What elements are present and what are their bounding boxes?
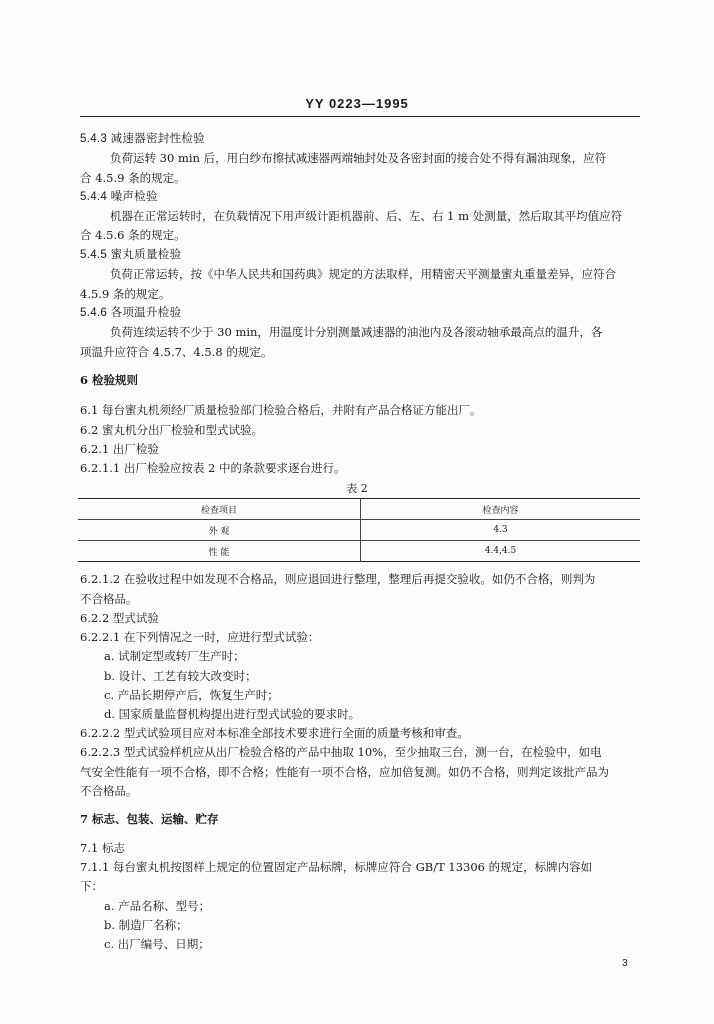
paragraph-line: 下： xyxy=(80,879,103,893)
section-heading-7: 7 标志、包装、运输、贮存 xyxy=(80,812,219,826)
heading-5-4-4: 5.4.4 噪声检验 xyxy=(80,191,158,203)
paragraph-line: 不合格品。 xyxy=(80,784,138,798)
list-item: c. 出厂编号、日期； xyxy=(104,937,210,951)
table-cell-item: 性 能 xyxy=(78,541,361,562)
table-cell-item: 外 观 xyxy=(78,520,361,541)
list-item: b. 设计、工艺有较大改变时； xyxy=(104,669,257,683)
clause-6-1: 6.1 每台蜜丸机须经厂质量检验部门检验合格后，并附有产品合格证方能出厂。 xyxy=(80,403,482,417)
table-header-item: 检查项目 xyxy=(200,505,237,516)
header-rule xyxy=(80,116,640,117)
section-heading-6: 6 检验规则 xyxy=(80,373,139,387)
table-header-row xyxy=(78,499,640,520)
paragraph-line: 负荷正常运转，按《中华人民共和国药典》规定的方法取样，用精密天平测量蜜丸重量差异，应符合 xyxy=(110,267,616,281)
heading-5-4-3: 5.4.3 减速器密封性检验 xyxy=(80,133,205,145)
table-cell-content: 4.3 xyxy=(361,520,641,541)
standard-number: YY 0223—1995 xyxy=(305,96,409,111)
table-cell-content: 4.4,4.5 xyxy=(361,541,641,562)
clause-7-1-1: 7.1.1 每台蜜丸机按图样上规定的位置固定产品标牌，标牌应符合 GB/T 13306 的规定，标牌内容如 xyxy=(80,860,593,874)
paragraph-line: 4.5.9 条的规定。 xyxy=(80,287,171,301)
paragraph-line: 不合格品。 xyxy=(80,592,138,606)
paragraph-line: 气安全性能有一项不合格，即不合格；性能有一项不合格，应加倍复测。如仍不合格，则判定该批产品为 xyxy=(80,765,609,779)
paragraph-line: 项温升应符合 4.5.7、4.5.8 的规定。 xyxy=(80,345,273,359)
list-item: c. 产品长期停产后，恢复生产时； xyxy=(104,688,279,702)
paragraph-line: 合 4.5.9 条的规定。 xyxy=(80,171,186,185)
list-item: d. 国家质量监督机构提出进行型式试验的要求时。 xyxy=(104,707,361,721)
paragraph-line: 合 4.5.6 条的规定。 xyxy=(80,228,186,242)
table-row xyxy=(78,520,640,541)
clause-6-2-2-2: 6.2.2.2 型式试验项目应对本标准全部技术要求进行全面的质量考核和审查。 xyxy=(80,726,469,740)
clause-6-2: 6.2 蜜丸机分出厂检验和型式试验。 xyxy=(80,423,263,437)
paragraph-line: 负荷连续运转不少于 30 min，用温度计分别测量减速器的油池内及各滚动轴承最高点的温升，各 xyxy=(110,325,603,339)
clause-6-2-2: 6.2.2 型式试验 xyxy=(80,611,159,625)
clause-6-2-1-1: 6.2.1.1 出厂检验应按表 2 中的条款要求逐台进行。 xyxy=(80,461,346,475)
table-row xyxy=(78,541,640,562)
paragraph-line: 机器在正常运转时，在负载情况下用声级计距机器前、后、左、右 1 m 处测量，然后取其平均值应符 xyxy=(110,209,623,223)
clause-6-2-2-1: 6.2.2.1 在下列情况之一时，应进行型式试验： xyxy=(80,630,320,644)
list-item: a. 试制定型或转厂生产时； xyxy=(104,649,245,663)
clause-6-2-1-2: 6.2.1.2 在验收过程中如发现不合格品，则应退回进行整理，整理后再提交验收。如仍不合格，则判为 xyxy=(80,572,596,586)
paragraph-line: 负荷运转 30 min 后，用白纱布擦拭减速器两端轴封处及各密封面的接合处不得有漏油现象，应符 xyxy=(110,151,607,165)
inspection-table xyxy=(78,498,640,562)
list-item: a. 产品名称、型号； xyxy=(104,899,211,913)
clause-7-1: 7.1 标志 xyxy=(80,841,125,855)
heading-5-4-5: 5.4.5 蜜丸质量检验 xyxy=(80,249,182,261)
table-header-content: 检查内容 xyxy=(361,499,641,520)
clause-6-2-1: 6.2.1 出厂检验 xyxy=(80,442,159,456)
table-caption: 表 2 xyxy=(346,482,368,495)
list-item: b. 制造厂名称； xyxy=(104,918,188,932)
heading-5-4-6: 5.4.6 各项温升检验 xyxy=(80,307,182,319)
page-number: 3 xyxy=(622,958,628,969)
clause-6-2-2-3: 6.2.2.3 型式试验样机应从出厂检验合格的产品中抽取 10%，至少抽取三台，测一台，在检验中，如电 xyxy=(80,745,602,759)
